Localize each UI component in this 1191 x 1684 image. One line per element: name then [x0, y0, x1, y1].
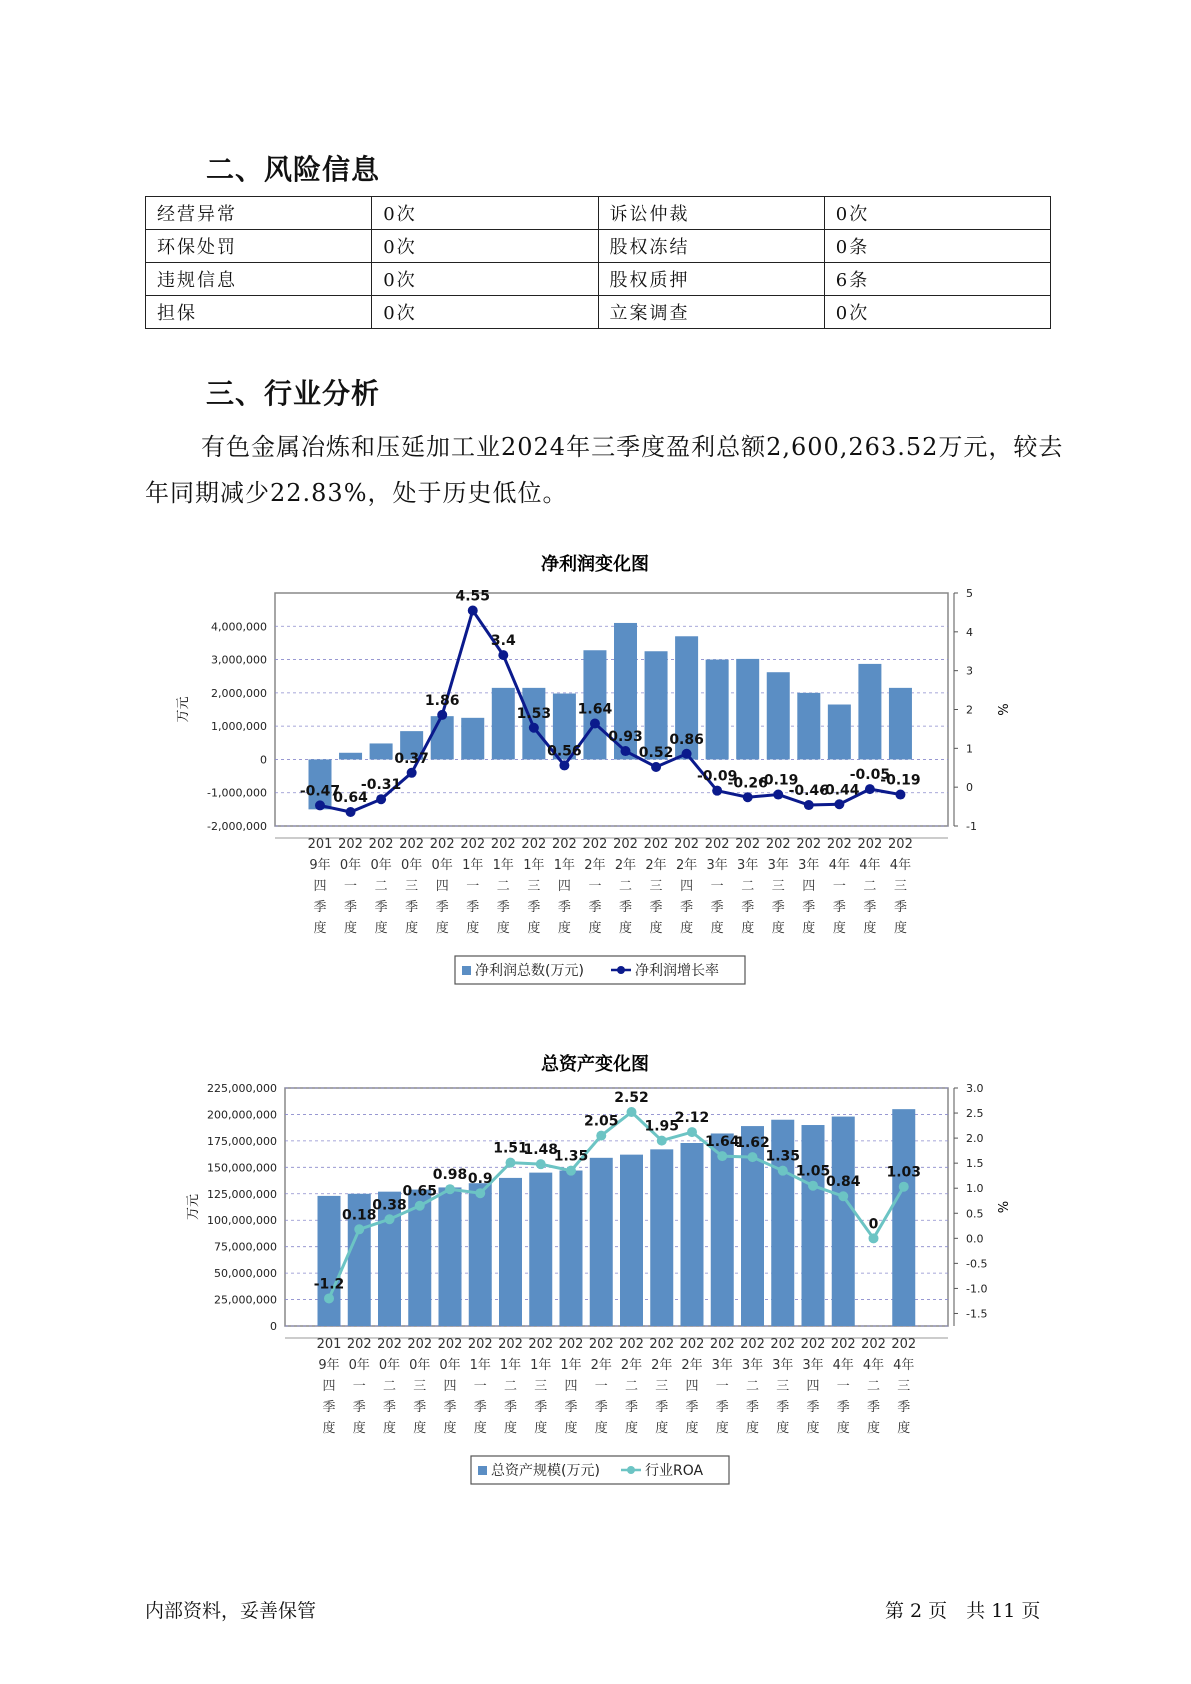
chart-title: 净利润变化图 — [541, 554, 649, 575]
line-point — [346, 807, 356, 817]
line-point — [627, 1107, 637, 1117]
line-point — [804, 800, 814, 810]
table-row — [146, 230, 1051, 263]
y2-tick-label: 2.0 — [966, 1132, 984, 1146]
line-point — [748, 1152, 758, 1162]
risk-label: 环保处罚 — [146, 230, 372, 263]
data-label: -0.19 — [758, 772, 799, 789]
net-profit-chart — [145, 548, 1045, 998]
x-tick-label: 202 3年三季度 — [765, 837, 791, 936]
y2-tick-label: 5 — [966, 587, 973, 600]
data-label: -0.26 — [727, 775, 768, 792]
line-point — [354, 1224, 364, 1234]
bar — [711, 1133, 734, 1326]
y2-tick-label: 0.5 — [966, 1207, 984, 1221]
legend — [471, 1456, 729, 1484]
x-tick-label: 202 1年四季度 — [558, 1337, 584, 1436]
bar — [439, 1187, 462, 1326]
legend — [455, 956, 745, 984]
x-tick-label: 202 0年二季度 — [377, 1337, 402, 1436]
bar — [560, 1171, 583, 1326]
bar — [469, 1183, 492, 1326]
line-point — [324, 1293, 334, 1303]
line-point — [529, 723, 539, 733]
data-label: -0.44 — [819, 782, 860, 799]
data-label: -0.31 — [360, 777, 402, 794]
data-label: 1.64 — [704, 1134, 740, 1151]
data-label: 1.95 — [644, 1118, 680, 1135]
line-point — [468, 605, 478, 615]
y2-tick-label: 3 — [966, 664, 973, 678]
line-point — [498, 650, 508, 660]
data-label: 0 — [868, 1216, 879, 1233]
line-point — [415, 1201, 425, 1211]
bar — [492, 688, 515, 760]
data-label: 0.93 — [608, 729, 643, 746]
legend-bar-label: 总资产规模(万元) — [491, 1463, 600, 1479]
data-label: 0.86 — [669, 731, 704, 748]
data-label: 1.51 — [493, 1140, 528, 1157]
x-tick-label: 202 0年一季度 — [346, 1337, 372, 1436]
y-tick-label: 2,000,000 — [211, 686, 267, 700]
legend-bar-label: 净利润总数(万元) — [475, 963, 584, 979]
y-tick-label: 3,000,000 — [211, 653, 267, 667]
bar — [736, 659, 759, 760]
bar — [832, 1117, 855, 1326]
line-point — [838, 1191, 848, 1201]
line-point — [834, 799, 844, 809]
x-tick-label: 202 3年二季度 — [735, 837, 761, 936]
risk-info-table — [145, 196, 1051, 329]
legend-bar-swatch — [478, 1466, 487, 1475]
total-assets-chart — [145, 1048, 1045, 1498]
line-point — [778, 1166, 788, 1176]
x-tick-label: 202 2年四季度 — [679, 1337, 705, 1436]
data-label: 0.9 — [467, 1171, 493, 1188]
bar — [431, 716, 454, 759]
y-tick-label: 0 — [270, 1320, 277, 1333]
bar — [529, 1173, 552, 1326]
data-label: 0.98 — [432, 1167, 468, 1184]
line-point — [651, 762, 661, 772]
data-label: 1.53 — [516, 705, 552, 722]
y2-tick-label: 0.0 — [966, 1232, 984, 1246]
line-point — [682, 749, 692, 759]
x-tick-label: 202 2年二季度 — [613, 837, 638, 936]
data-label: 1.35 — [765, 1148, 801, 1165]
risk-value: 0条 — [824, 230, 1050, 263]
line-point — [566, 1166, 576, 1176]
y-axis-label: 万元 — [176, 696, 191, 723]
section-2-heading: 二、风险信息 — [206, 153, 381, 186]
x-tick-label: 202 1年三季度 — [528, 1337, 554, 1436]
data-label: 0.18 — [341, 1207, 377, 1224]
x-tick-label: 202 1年一季度 — [467, 1337, 493, 1436]
data-label: -1.2 — [313, 1276, 345, 1293]
y-tick-label: 125,000,000 — [207, 1187, 277, 1201]
x-tick-label: 202 0年一季度 — [338, 837, 363, 936]
x-tick-label: 202 1年二季度 — [498, 1337, 523, 1436]
x-tick-label: 202 2年三季度 — [643, 837, 669, 936]
y-tick-label: 225,000,000 — [207, 1082, 277, 1095]
bar — [889, 688, 912, 760]
risk-label: 股权冻结 — [598, 230, 824, 263]
line-point — [865, 784, 875, 794]
data-label: 1.86 — [424, 692, 460, 709]
line-point — [315, 800, 325, 810]
y-tick-label: 75,000,000 — [214, 1240, 277, 1254]
x-tick-label: 202 2年一季度 — [588, 1337, 614, 1436]
line-point — [445, 1184, 455, 1194]
risk-label: 担保 — [146, 296, 372, 329]
risk-label: 违规信息 — [146, 263, 372, 296]
bar — [318, 1196, 341, 1326]
line-point — [808, 1181, 818, 1191]
y-tick-label: -1,000,000 — [207, 786, 267, 800]
line-point — [376, 794, 386, 804]
line-point — [621, 746, 631, 756]
risk-value: 0次 — [372, 230, 598, 263]
y2-tick-label: 4 — [966, 625, 973, 639]
x-tick-label: 202 4年二季度 — [857, 837, 883, 936]
data-label: 2.05 — [583, 1113, 619, 1130]
x-tick-label: 202 2年一季度 — [582, 837, 608, 936]
data-label: 0.56 — [547, 743, 582, 760]
y2-tick-label: -1.0 — [966, 1282, 988, 1296]
risk-label: 股权质押 — [598, 263, 824, 296]
y2-tick-label: 1.5 — [966, 1157, 984, 1171]
table-row — [146, 263, 1051, 296]
x-tick-label: 202 4年三季度 — [888, 837, 913, 936]
bar — [802, 1125, 825, 1326]
x-tick-label: 202 3年三季度 — [770, 1337, 796, 1436]
data-label: 1.48 — [523, 1142, 559, 1159]
x-tick-label: 202 0年四季度 — [429, 837, 455, 936]
x-tick-label: 202 0年四季度 — [437, 1337, 463, 1436]
bar — [892, 1109, 915, 1326]
x-tick-label: 202 0年三季度 — [399, 837, 425, 936]
x-tick-label: 202 3年一季度 — [704, 837, 730, 936]
line-point — [407, 768, 417, 778]
data-label: 0.84 — [825, 1174, 861, 1191]
risk-label: 立案调查 — [598, 296, 824, 329]
legend-line-label: 行业ROA — [645, 1463, 704, 1479]
bar — [370, 743, 393, 759]
data-label: 0.38 — [372, 1197, 407, 1214]
bar — [499, 1178, 522, 1326]
legend-line-marker — [617, 966, 625, 974]
table-row — [146, 296, 1051, 329]
x-tick-label: 201 9年四季度 — [316, 1337, 342, 1436]
y2-tick-label: 1.0 — [966, 1182, 984, 1196]
y-tick-label: 175,000,000 — [207, 1134, 277, 1148]
footer-left: 内部资料，妥善保管 — [145, 1600, 317, 1622]
data-label: 1.62 — [735, 1135, 770, 1152]
x-tick-label: 202 3年一季度 — [709, 1337, 735, 1436]
y2-tick-label: -0.5 — [966, 1257, 988, 1271]
x-tick-label: 202 4年三季度 — [891, 1337, 917, 1436]
data-label: -0.19 — [880, 772, 921, 789]
x-tick-label: 202 2年二季度 — [619, 1337, 644, 1436]
y2-tick-label: 0 — [966, 781, 973, 795]
line-point — [506, 1158, 516, 1168]
data-label: 0.37 — [394, 750, 429, 767]
bar — [650, 1149, 673, 1326]
y-tick-label: -2,000,000 — [207, 820, 267, 833]
y2-axis-label: % — [994, 703, 1009, 716]
x-tick-label: 202 0年二季度 — [368, 837, 394, 936]
risk-value: 0次 — [824, 296, 1050, 329]
y2-tick-label: 2 — [966, 703, 973, 717]
risk-label: 诉讼仲裁 — [598, 197, 824, 230]
bar — [767, 672, 790, 759]
line-point — [596, 1131, 606, 1141]
bar — [681, 1143, 704, 1326]
industry-paragraph: 有色金属冶炼和压延加工业2024年三季度盈利总额2,600,263.52万元，较去年同期减少22.83%，处于历史低位。 — [145, 433, 1064, 507]
data-label: 2.12 — [674, 1110, 710, 1127]
line-point — [743, 792, 753, 802]
y-tick-label: 1,000,000 — [211, 720, 267, 734]
risk-value: 0次 — [824, 197, 1050, 230]
y-tick-label: 100,000,000 — [207, 1214, 277, 1228]
table-row — [146, 197, 1051, 230]
x-tick-label: 202 4年一季度 — [830, 1337, 856, 1436]
y2-axis-label: % — [994, 1200, 1009, 1214]
data-label: 1.35 — [553, 1148, 589, 1165]
x-tick-label: 202 4年一季度 — [826, 837, 852, 936]
x-tick-label: 202 2年三季度 — [649, 1337, 675, 1436]
x-tick-label: 202 1年二季度 — [490, 837, 516, 936]
data-label: 0.52 — [638, 744, 674, 761]
x-tick-label: 202 3年二季度 — [740, 1337, 765, 1436]
bar — [706, 660, 729, 760]
y2-tick-label: 2.5 — [966, 1107, 984, 1121]
section-3-heading: 三、行业分析 — [206, 377, 381, 410]
y2-tick-label: 1 — [966, 742, 973, 756]
y-tick-label: 0 — [260, 753, 267, 767]
line-point — [687, 1127, 697, 1137]
line-point — [437, 710, 447, 720]
x-tick-label: 202 1年三季度 — [521, 837, 547, 936]
x-tick-label: 202 2年四季度 — [674, 837, 700, 936]
total-assets-chart-svg — [145, 1048, 1045, 1498]
line-point — [657, 1136, 667, 1146]
y-tick-label: 50,000,000 — [214, 1267, 277, 1281]
data-label: 0.65 — [402, 1183, 438, 1200]
y2-tick-label: -1.5 — [966, 1307, 988, 1321]
data-label: -0.05 — [849, 767, 891, 784]
y2-tick-label: 3.0 — [966, 1082, 984, 1095]
bar — [620, 1155, 643, 1326]
legend-line-marker — [627, 1466, 635, 1474]
legend-line-label: 净利润增长率 — [635, 963, 719, 979]
line-point — [590, 718, 600, 728]
line-point — [475, 1188, 485, 1198]
x-tick-label: 202 1年一季度 — [460, 837, 486, 936]
data-label: 0.64 — [333, 790, 368, 807]
y-axis-label: 万元 — [186, 1193, 201, 1221]
footer-page-number: 第 2 页 共 11 页 — [885, 1600, 1041, 1622]
data-label: -0.09 — [696, 768, 738, 785]
bar — [645, 651, 668, 759]
legend-bar-swatch — [462, 966, 471, 975]
risk-value: 0次 — [372, 197, 598, 230]
bar — [461, 718, 484, 760]
y-tick-label: 150,000,000 — [207, 1161, 277, 1175]
line-point — [899, 1182, 909, 1192]
x-tick-label: 202 1年四季度 — [551, 837, 577, 936]
y-tick-label: 200,000,000 — [207, 1108, 277, 1122]
line-point — [385, 1214, 395, 1224]
line-point — [773, 790, 783, 800]
x-tick-label: 201 9年四季度 — [307, 837, 333, 936]
data-label: 4.55 — [455, 588, 491, 605]
data-label: 1.64 — [577, 701, 613, 718]
line-point — [717, 1151, 727, 1161]
line-point — [869, 1233, 879, 1243]
risk-label: 经营异常 — [146, 197, 372, 230]
data-label: 3.4 — [490, 633, 516, 650]
y-tick-label: 25,000,000 — [214, 1293, 277, 1307]
risk-value: 6条 — [824, 263, 1050, 296]
line-point — [895, 790, 905, 800]
net-profit-chart-svg — [145, 548, 1045, 998]
data-label: -0.47 — [299, 783, 341, 800]
line-point — [559, 760, 569, 770]
risk-value: 0次 — [372, 296, 598, 329]
line-point — [536, 1159, 546, 1169]
y2-tick-label: -1 — [966, 820, 977, 833]
data-label: 1.03 — [886, 1164, 922, 1181]
line-point — [712, 786, 722, 796]
data-label: 1.05 — [795, 1163, 831, 1180]
risk-value: 0次 — [372, 263, 598, 296]
bar — [858, 664, 881, 760]
chart-title: 总资产变化图 — [541, 1054, 649, 1075]
data-label: 2.52 — [614, 1090, 649, 1107]
x-tick-label: 202 3年四季度 — [800, 1337, 826, 1436]
bar — [828, 705, 851, 760]
data-label: -0.46 — [788, 783, 829, 800]
y-tick-label: 4,000,000 — [211, 620, 267, 634]
bar — [590, 1158, 613, 1326]
x-tick-label: 202 3年四季度 — [796, 837, 822, 936]
x-tick-label: 202 0年三季度 — [407, 1337, 433, 1436]
x-tick-label: 202 4年二季度 — [861, 1337, 886, 1436]
bar — [797, 693, 820, 760]
bar — [339, 753, 362, 760]
